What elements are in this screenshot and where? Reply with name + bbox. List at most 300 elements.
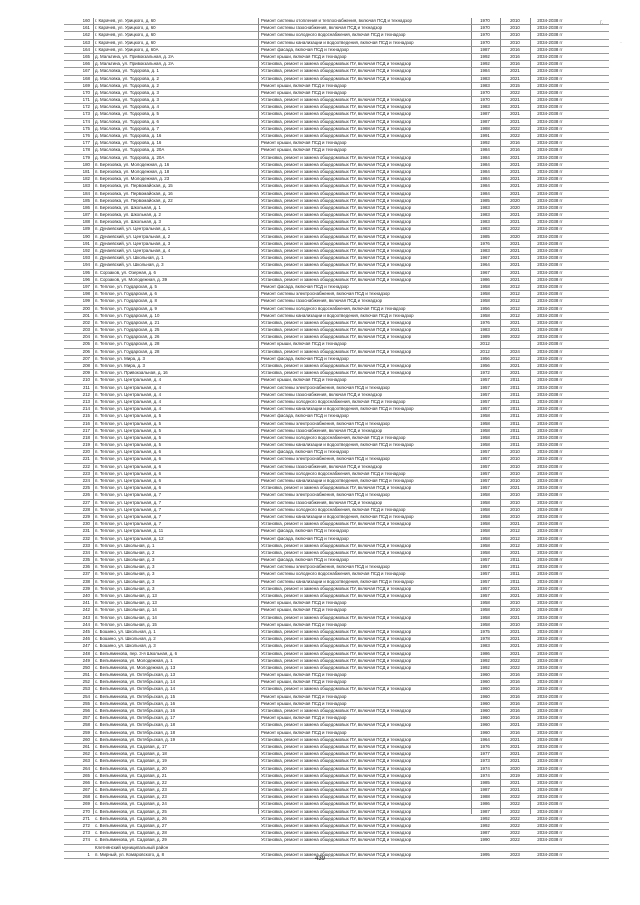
planned-period-cell: 2034-2038 гг	[537, 557, 563, 563]
address-cell: п. Теплое, ул. Центральная, д. 6	[95, 470, 162, 476]
planned-period-cell: 2034-2038 гг	[537, 485, 563, 491]
address-cell: п. Березовка, ул. Школьная, д. 3	[95, 219, 161, 225]
table-row	[64, 140, 609, 147]
address-cell: с. Вельяминова, ул. Октябрьская, д. 19	[95, 736, 176, 742]
work-type-cell: Установка, ремонт и замена общедомовых ПУ, включая ПСД и технадзор	[261, 176, 412, 182]
row-number: 203	[82, 327, 90, 333]
planned-period-cell: 2034-2038 гг	[537, 226, 563, 232]
commission-year-cell: 1958	[480, 513, 490, 519]
last-repair-year-cell: 2016	[510, 700, 520, 706]
last-repair-year-cell: 2022	[510, 125, 520, 131]
commission-year-cell: 1958	[480, 521, 490, 527]
last-repair-year-cell: 2019	[510, 772, 520, 778]
last-repair-year-cell: 2021	[510, 370, 520, 376]
commission-year-cell: 1958	[480, 528, 490, 534]
commission-year-cell: 1958	[480, 427, 490, 433]
last-repair-year-cell: 2021	[510, 319, 520, 325]
address-cell: с. Вельяминова, пер. 3-я Школьная, д. 6	[95, 650, 178, 656]
commission-year-cell: 1977	[480, 751, 490, 757]
planned-period-cell: 2034-2038 гг	[537, 154, 563, 160]
commission-year-cell: 1970	[480, 89, 490, 95]
table-row	[64, 550, 609, 557]
planned-period-cell: 2034-2038 гг	[537, 427, 563, 433]
planned-period-cell: 2034-2038 гг	[537, 233, 563, 239]
row-number: 248	[82, 650, 90, 656]
last-repair-year-cell: 2021	[510, 111, 520, 117]
row-number: 160	[82, 18, 90, 23]
work-type-cell: Ремонт фасада, включая ПСД и технадзор	[261, 528, 349, 534]
planned-period-cell: 2034-2038 гг	[537, 334, 563, 340]
planned-period-cell: 2034-2038 гг	[537, 125, 563, 131]
work-type-cell: Ремонт системы холодного водоснабжения, включая ПСД и технадзор	[261, 571, 406, 577]
last-repair-year-cell: 2021	[510, 269, 520, 275]
work-type-cell: Ремонт системы канализации и водоотведения, включая ПСД и технадзор	[261, 312, 414, 318]
commission-year-cell: 1976	[480, 240, 490, 246]
row-number: 200	[82, 305, 90, 311]
commission-year-cell: 1992	[480, 815, 490, 821]
last-repair-year-cell: 2021	[510, 758, 520, 764]
commission-year-cell: 1958	[480, 600, 490, 606]
margin-mark: г.	[600, 20, 604, 26]
row-number: 244	[82, 621, 90, 627]
table-row	[64, 801, 609, 808]
planned-period-cell: 2034-2038 гг	[537, 168, 563, 174]
row-number: 235	[82, 557, 90, 563]
work-type-cell: Установка, ремонт и замена общедомовых ПУ, включая ПСД и технадзор	[261, 370, 412, 376]
last-repair-year-cell: 2021	[510, 650, 520, 656]
last-repair-year-cell: 2011	[510, 398, 520, 404]
work-type-cell: Установка, ремонт и замена общедомовых ПУ, включая ПСД и технадзор	[261, 334, 412, 340]
address-cell: с. Вельяминова, ул. Садовая, д. 26	[95, 815, 167, 821]
planned-period-cell: 2034-2038 гг	[537, 815, 563, 821]
commission-year-cell: 1957	[480, 391, 490, 397]
work-type-cell: Ремонт крыши, включая ПСД и технадзор	[261, 715, 347, 721]
last-repair-year-cell: 2016	[510, 53, 520, 59]
commission-year-cell: 1958	[480, 291, 490, 297]
planned-period-cell: 2034-2038 гг	[537, 499, 563, 505]
last-repair-year-cell: 2022	[510, 815, 520, 821]
commission-year-cell: 1992	[480, 61, 490, 67]
commission-year-cell: 1984	[480, 190, 490, 196]
planned-period-cell: 2034-2038 гг	[537, 298, 563, 304]
last-repair-year-cell: 2010	[510, 39, 520, 45]
row-number: 238	[82, 578, 90, 584]
table-row	[64, 291, 609, 298]
table-row	[64, 191, 609, 198]
row-number: 217	[82, 427, 90, 433]
address-cell: п. Теплое, ул. Гоударская, д. 10	[95, 312, 160, 318]
work-type-cell: Установка, ремонт и замена общедомовых ПУ, включая ПСД и технадзор	[261, 61, 412, 67]
planned-period-cell: 2034-2038 гг	[537, 564, 563, 570]
table-row	[64, 794, 609, 801]
planned-period-cell: 2034-2038 гг	[537, 327, 563, 333]
address-cell: с. Бошино, ул. Школьная, д. 3	[95, 643, 156, 649]
row-number: 256	[82, 708, 90, 713]
last-repair-year-cell: 2010	[510, 600, 520, 606]
table-row	[64, 658, 609, 665]
planned-period-cell: 2034-2038 гг	[537, 521, 563, 527]
row-number: 252	[82, 679, 90, 685]
address-cell: д. Масловка, ул. Тодорова, д. 3	[95, 89, 159, 95]
commission-year-cell: 1987	[480, 111, 490, 117]
table-row	[64, 492, 609, 499]
planned-period-cell: 2034-2038 гг	[537, 39, 563, 45]
commission-year-cell: 1957	[480, 470, 490, 476]
work-type-cell: Ремонт системы электроснабжения, включая ПСД и технадзор	[261, 456, 390, 462]
address-cell: п. Березовка, ул. Первомайская, д. 15	[95, 183, 173, 189]
commission-year-cell: 1958	[480, 542, 490, 548]
planned-period-cell: 2034-2038 гг	[537, 549, 563, 555]
work-type-cell: Установка, ремонт и замена общедомовых ПУ, включая ПСД и технадзор	[261, 657, 412, 663]
last-repair-year-cell: 2012	[510, 528, 520, 534]
work-type-cell: Ремонт системы холодного водоснабжения, включая ПСД и технадзор	[261, 506, 406, 512]
last-repair-year-cell: 2021	[510, 751, 520, 757]
commission-year-cell: 1986	[480, 650, 490, 656]
address-cell: д. Масловка, ул. Тодорова, д. 1	[95, 68, 159, 74]
work-type-cell: Установка, ремонт и замена общедомовых ПУ, включая ПСД и технадзор	[261, 68, 412, 74]
last-repair-year-cell: 2016	[510, 147, 520, 153]
commission-year-cell: 1986	[480, 801, 490, 807]
row-number: 226	[82, 492, 90, 498]
row-number: 243	[82, 614, 90, 620]
planned-period-cell: 2034-2038 гг	[537, 751, 563, 757]
last-repair-year-cell: 2022	[510, 794, 520, 800]
commission-year-cell: 1984	[480, 161, 490, 167]
row-number: 167	[82, 68, 90, 74]
column-divider	[93, 18, 94, 814]
address-cell: д. Масловка, ул. Тодорова, д. 4	[95, 104, 159, 110]
work-type-cell: Установка, ремонт и замена общедомовых ПУ, включая ПСД и технадзор	[261, 97, 412, 103]
address-cell: п. Теплое, ул. Центральная, д. 7	[95, 492, 162, 498]
planned-period-cell: 2034-2038 гг	[537, 478, 563, 483]
commission-year-cell: 1985	[480, 233, 490, 239]
table-row	[64, 507, 609, 514]
address-cell: п. Теплое, ул. Гоударская, д. 9	[95, 305, 157, 311]
planned-period-cell: 2034-2038 гг	[537, 46, 563, 52]
work-type-cell: Ремонт системы канализации и водоотведения, включая ПСД и технадзор	[261, 513, 414, 519]
work-type-cell: Ремонт фасада, включая ПСД и технадзор	[261, 413, 349, 419]
address-cell: п. Теплое, ул. Школьная, д. 3	[95, 564, 155, 570]
row-number: 260	[82, 736, 90, 742]
address-cell: с. Вельяминова, ул. Садовая, д. 19	[95, 758, 167, 764]
work-type-cell: Ремонт системы электроснабжения, включая ПСД и технадзор	[261, 291, 390, 297]
planned-period-cell: 2034-2038 гг	[537, 578, 563, 584]
row-number: 197	[82, 283, 90, 289]
work-type-cell: Установка, ремонт и замена общедомовых ПУ, включая ПСД и технадзор	[261, 327, 412, 333]
commission-year-cell: 1987	[480, 830, 490, 836]
table-row	[64, 61, 609, 68]
planned-period-cell: 2034-2038 гг	[537, 664, 563, 670]
commission-year-cell: 1983	[480, 82, 490, 88]
planned-period-cell: 2034-2038 гг	[537, 851, 563, 857]
commission-year-cell: 1956	[480, 305, 490, 311]
row-number: 234	[82, 549, 90, 555]
work-type-cell: Ремонт крыши, включая ПСД и технадзор	[261, 377, 347, 383]
last-repair-year-cell: 2021	[510, 549, 520, 555]
row-number: 181	[82, 168, 90, 174]
row-number: 162	[82, 32, 90, 38]
row-number: 241	[82, 600, 90, 606]
commission-year-cell: 1960	[480, 686, 490, 692]
planned-period-cell: 2034-2038 гг	[537, 801, 563, 807]
row-number: 223	[82, 470, 90, 476]
row-number: 161	[82, 25, 90, 31]
last-repair-year-cell: 2021	[510, 276, 520, 282]
commission-year-cell: 1988	[480, 794, 490, 800]
table-row	[64, 500, 609, 507]
last-repair-year-cell: 2021	[510, 68, 520, 74]
last-repair-year-cell: 2022	[510, 664, 520, 670]
commission-year-cell: 1992	[480, 823, 490, 828]
work-type-cell: Установка, ремонт и замена общедомовых ПУ, включая ПСД и технадзор	[261, 485, 412, 491]
commission-year-cell: 1958	[480, 420, 490, 426]
table-row	[64, 284, 609, 291]
commission-year-cell: 1958	[480, 312, 490, 318]
commission-year-cell: 1983	[480, 104, 490, 110]
address-cell: с. Вельяминова, ул. Октябрьская, д. 17	[95, 715, 176, 721]
commission-year-cell: 1964	[480, 736, 490, 742]
last-repair-year-cell: 2010	[510, 506, 520, 512]
table-row	[64, 708, 609, 715]
work-type-cell: Установка, ремонт и замена общедомовых ПУ, включая ПСД и технадзор	[261, 212, 412, 218]
table-row	[64, 665, 609, 672]
address-cell: п. Теплое, ул. Школьная, д. 2	[95, 549, 155, 555]
address-cell: п. Теплое, ул. Центральная, д. 6	[95, 456, 162, 462]
table-row	[64, 133, 609, 140]
work-type-cell: Установка, ремонт и замена общедомовых ПУ, включая ПСД и технадзор	[261, 830, 412, 836]
row-number: 177	[82, 140, 90, 146]
work-type-cell: Установка, ремонт и замена общедомовых ПУ, включая ПСД и технадзор	[261, 161, 412, 167]
work-type-cell: Установка, ремонт и замена общедомовых ПУ, включая ПСД и технадзор	[261, 736, 412, 742]
work-type-cell: Ремонт системы электроснабжения, включая ПСД и технадзор	[261, 492, 390, 498]
last-repair-year-cell: 2012	[510, 355, 520, 361]
work-type-cell: Установка, ремонт и замена общедомовых ПУ, включая ПСД и технадзор	[261, 628, 412, 634]
address-cell: п. Березовка, ул. Молодежная, д. 16	[95, 161, 170, 167]
address-cell: п. Теплое, ул. Центральная, д. 4	[95, 384, 162, 390]
commission-year-cell: 1991	[480, 133, 490, 138]
row-number: 188	[82, 219, 90, 225]
address-cell: с. Вельяминова, ул. Садовая, д. 21	[95, 772, 167, 778]
row-number: 236	[82, 564, 90, 570]
work-type-cell: Ремонт крыши, включая ПСД и технадзор	[261, 679, 347, 685]
table-row	[64, 413, 609, 420]
work-type-cell: Установка, ремонт и замена общедомовых ПУ, включая ПСД и технадзор	[261, 542, 412, 548]
commission-year-cell: 1958	[480, 298, 490, 304]
work-type-cell: Установка, ремонт и замена общедомовых ПУ, включая ПСД и технадзор	[261, 808, 412, 814]
commission-year-cell: 1976	[480, 743, 490, 749]
last-repair-year-cell: 2012	[510, 312, 520, 318]
address-cell: с. Вельяминова, ул. Октябрьская, д. 15	[95, 693, 176, 699]
row-number: 209	[82, 370, 90, 376]
commission-year-cell: 1958	[480, 506, 490, 512]
commission-year-cell: 1987	[480, 808, 490, 814]
table-row	[64, 694, 609, 701]
table-row	[64, 212, 609, 219]
row-number: 190	[82, 233, 90, 239]
work-type-cell: Ремонт системы канализации и водоотведения, включая ПСД и технадзор	[261, 578, 414, 584]
column-divider	[471, 18, 472, 814]
work-type-cell: Ремонт системы холодного водоснабжения, включая ПСД и технадзор	[261, 305, 406, 311]
row-number: 168	[82, 75, 90, 81]
last-repair-year-cell: 2012	[510, 291, 520, 297]
row-number: 214	[82, 406, 90, 412]
row-number: 207	[82, 355, 90, 361]
work-type-cell: Ремонт крыши, включая ПСД и технадзор	[261, 621, 347, 627]
planned-period-cell: 2034-2038 гг	[537, 413, 563, 419]
last-repair-year-cell: 2022	[510, 808, 520, 814]
commission-year-cell: 1975	[480, 628, 490, 634]
planned-period-cell: 2034-2038 гг	[537, 161, 563, 167]
planned-period-cell: 2034-2038 гг	[537, 743, 563, 749]
address-cell: п. Теплое, ул. Центральная, д. 5	[95, 434, 162, 440]
table-row	[64, 385, 609, 392]
commission-year-cell: 1958	[480, 434, 490, 440]
address-cell: д. Масловка, ул. Тодорова, д. 2	[95, 75, 159, 81]
planned-period-cell: 2034-2038 гг	[537, 204, 563, 210]
row-number: 239	[82, 585, 90, 591]
planned-period-cell: 2034-2038 гг	[537, 679, 563, 685]
row-number: 176	[82, 133, 90, 138]
work-type-cell: Установка, ремонт и замена общедомовых ПУ, включая ПСД и технадзор	[261, 614, 412, 620]
row-number: 202	[82, 319, 90, 325]
address-cell: с. Вельяминова, ул. Садовая, д. 20	[95, 765, 167, 771]
row-number: 175	[82, 125, 90, 131]
table-row	[64, 579, 609, 586]
address-cell: п. Теплое, ул. Гоударская, д. 28	[95, 341, 160, 347]
work-type-cell: Установка, ремонт и замена общедомовых ПУ, включая ПСД и технадзор	[261, 801, 412, 807]
table-row	[64, 147, 609, 154]
commission-year-cell: 1992	[480, 657, 490, 663]
planned-period-cell: 2034-2038 гг	[537, 89, 563, 95]
planned-period-cell: 2034-2038 гг	[537, 183, 563, 189]
work-type-cell: Установка, ремонт и замена общедомовых ПУ, включая ПСД и технадзор	[261, 751, 412, 757]
address-cell: п. Дунаевский, ул. Центральная, д. 4	[95, 248, 171, 253]
address-cell: г. Карачев, ул. Урицкого, д. 60А	[95, 46, 159, 52]
table-row	[64, 32, 609, 39]
row-number: 166	[82, 61, 90, 67]
planned-period-cell: 2034-2038 гг	[537, 571, 563, 577]
planned-period-cell: 2034-2038 гг	[537, 542, 563, 548]
work-type-cell: Установка, ремонт и замена общедомовых ПУ, включая ПСД и технадзор	[261, 815, 412, 821]
planned-period-cell: 2034-2038 гг	[537, 621, 563, 627]
row-number: 257	[82, 715, 90, 721]
margin-mark: ·	[620, 40, 622, 46]
table-row	[64, 406, 609, 413]
row-number: 274	[82, 837, 90, 843]
table-row	[64, 76, 609, 83]
planned-period-cell: 2034-2038 гг	[537, 312, 563, 318]
commission-year-cell: 1958	[480, 283, 490, 289]
work-type-cell: Установка, ремонт и замена общедомовых ПУ, включая ПСД и технадзор	[261, 75, 412, 81]
row-number: 220	[82, 449, 90, 455]
row-number: 261	[82, 743, 90, 749]
planned-period-cell: 2034-2038 гг	[537, 348, 563, 354]
work-type-cell: Установка, ремонт и замена общедомовых ПУ, включая ПСД и технадзор	[261, 248, 412, 253]
row-number: 205	[82, 341, 90, 347]
commission-year-cell: 1983	[480, 219, 490, 225]
address-cell: с. Вельяминова, ул. Октябрьская, д. 14	[95, 679, 176, 685]
table-row	[64, 176, 609, 183]
work-type-cell: Установка, ремонт и замена общедомовых ПУ, включая ПСД и технадзор	[261, 794, 412, 800]
address-cell: п. Теплое, ул. Школьная, д. 15	[95, 621, 157, 627]
planned-period-cell: 2034-2038 гг	[537, 729, 563, 735]
section-heading-row	[64, 845, 609, 852]
last-repair-year-cell: 2021	[510, 190, 520, 196]
table-row	[64, 356, 609, 363]
work-type-cell: Ремонт фасада, включая ПСД и технадзор	[261, 557, 349, 563]
last-repair-year-cell: 2024	[510, 348, 520, 354]
planned-period-cell: 2034-2038 гг	[537, 18, 563, 23]
row-number: 269	[82, 801, 90, 807]
commission-year-cell: 1970	[480, 25, 490, 31]
planned-period-cell: 2034-2038 гг	[537, 765, 563, 771]
planned-period-cell: 2034-2038 гг	[537, 736, 563, 742]
last-repair-year-cell: 2012	[510, 305, 520, 311]
work-type-cell: Установка, ремонт и замена общедомовых ПУ, включая ПСД и технадзор	[261, 772, 412, 778]
address-cell: п. Березовка, ул. Школьная, д. 1	[95, 204, 161, 210]
address-cell: п. Теплое, ул. Школьная, д. 13	[95, 600, 157, 606]
commission-year-cell: 1989	[480, 334, 490, 340]
last-repair-year-cell: 2022	[510, 133, 520, 138]
last-repair-year-cell: 2011	[510, 391, 520, 397]
row-number: 173	[82, 111, 90, 117]
table-row	[64, 248, 609, 255]
address-cell: п. Березовка, ул. Первомайская, д. 16	[95, 190, 173, 196]
table-row	[64, 377, 609, 384]
row-number: 245	[82, 628, 90, 634]
last-repair-year-cell: 2011	[510, 442, 520, 448]
last-repair-year-cell: 2010	[510, 32, 520, 38]
work-type-cell: Ремонт фасада, включая ПСД и технадзор	[261, 283, 349, 289]
planned-period-cell: 2034-2038 гг	[537, 269, 563, 275]
row-number: 240	[82, 593, 90, 598]
table-row	[64, 636, 609, 643]
commission-year-cell: 1957	[480, 571, 490, 577]
last-repair-year-cell: 2021	[510, 614, 520, 620]
address-cell: п. Теплое, ул. Гоударская, д. 8	[95, 298, 157, 304]
table-row	[64, 40, 609, 47]
commission-year-cell: 1957	[480, 585, 490, 591]
planned-period-cell: 2034-2038 гг	[537, 700, 563, 706]
table-row	[64, 449, 609, 456]
last-repair-year-cell: 2011	[510, 413, 520, 419]
planned-period-cell: 2034-2038 гг	[537, 657, 563, 663]
table-row	[64, 255, 609, 262]
table-row	[64, 679, 609, 686]
planned-period-cell: 2034-2038 гг	[537, 398, 563, 404]
planned-period-cell: 2034-2038 гг	[537, 715, 563, 721]
work-type-cell: Ремонт системы канализации и водоотведения, включая ПСД и технадзор	[261, 406, 414, 412]
table-row	[64, 298, 609, 305]
table-row	[64, 715, 609, 722]
commission-year-cell: 1983	[480, 248, 490, 253]
planned-period-cell: 2034-2038 гг	[537, 772, 563, 778]
commission-year-cell: 1987	[480, 787, 490, 793]
planned-period-cell: 2034-2038 гг	[537, 593, 563, 598]
address-cell: с. Вельяминова, ул. Октябрьская, д. 14	[95, 686, 176, 692]
planned-period-cell: 2034-2038 гг	[537, 708, 563, 713]
commission-year-cell: 1987	[480, 46, 490, 52]
work-type-cell: Установка, ремонт и замена общедомовых ПУ, включая ПСД и технадзор	[261, 758, 412, 764]
work-type-cell: Установка, ремонт и замена общедомовых ПУ, включая ПСД и технадзор	[261, 664, 412, 670]
address-cell: с. Вельяминова, ул. Садовая, д. 23	[95, 794, 167, 800]
commission-year-cell: 1974	[480, 772, 490, 778]
row-number: 191	[82, 240, 90, 246]
address-cell: д. Масловка, ул. Тодорова, д. 20А	[95, 147, 165, 153]
planned-period-cell: 2034-2038 гг	[537, 111, 563, 117]
work-type-cell: Установка, ремонт и замена общедомовых ПУ, включая ПСД и технадзор	[261, 636, 412, 642]
last-repair-year-cell: 2010	[510, 499, 520, 505]
